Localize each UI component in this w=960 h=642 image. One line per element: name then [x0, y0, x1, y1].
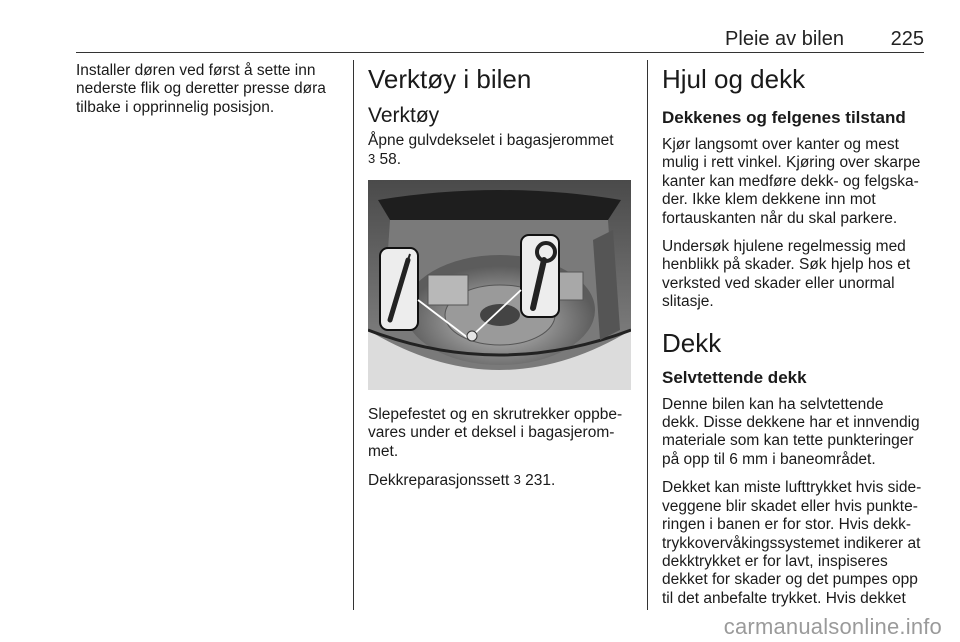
column-3: [662, 62, 924, 618]
section-heading-tools: Verktøy i bilen: [368, 64, 532, 94]
page-number: 225: [890, 28, 924, 50]
paragraph-pressure-loss: Dekket kan miste lufttrykket hvis sideveggene blir skadet eller hvis punkteringen i banen er for stor. Hvis dekktrykkovervåkingssystemet indikerer at dekktrykket er for lavt, inspiseres dekket for skader og det pumpes opp til det anbefalte trykket. Hvis dekket: [662, 479, 922, 607]
subheading-self-sealing: Selvtettende dekk: [662, 367, 807, 387]
section-heading-wheels: Hjul og dekk: [662, 64, 806, 94]
watermark: carmanualsonline.info: [723, 614, 942, 639]
page-ref-link[interactable]: 58.: [379, 151, 402, 169]
repair-kit-label: Dekkreparasjonssett: [368, 472, 510, 490]
subheading-condition: Dekkenes og felgenes tilstand: [662, 108, 906, 127]
section-heading-tyres: Dekk: [662, 327, 722, 358]
ref-arrow-icon: 3: [513, 472, 521, 488]
paragraph-self-sealing: Denne bilen kan ha selvtettende dekk. Disse dekkene har et innvendig materiale som kan tette punkteringer på opp til 6 mm i baneområdet.: [662, 395, 920, 468]
column-divider-1: [353, 60, 354, 610]
subheading-tools: Verktøy: [368, 104, 440, 127]
caption-paragraph: Slepefestet og en skrutrekker oppbevares under et deksel i bagasjerommet.: [368, 405, 623, 460]
paragraph-inspect: Undersøk hjulene regelmessig med henblikk på skader. Søk hjelp hos et verksted ved skader eller unormal slitasje.: [662, 238, 911, 311]
column-1: [76, 62, 338, 127]
door-install-paragraph: Installer døren ved først å sette inn nederste flik og deretter presse døra tilbake i opprinnelig posisjon.: [76, 62, 326, 116]
trunk-tools-photo: [368, 180, 631, 390]
header-rule: [76, 52, 924, 53]
column-2: [368, 62, 632, 500]
page-ref-link[interactable]: 231.: [525, 472, 556, 490]
header-title: Pleie av bilen: [725, 28, 844, 50]
ref-arrow-icon: 3: [368, 151, 376, 167]
paragraph-curbs: Kjør langsomt over kanter og mest mulig i rett vinkel. Kjøring over skarpe kanter kan medføre dekk- og felgskader. Ikke klem dekkene inn mot fortauskanten når du skal parkere.: [662, 136, 921, 227]
intro-paragraph: [368, 132, 632, 170]
intro-text: Åpne gulvdekselet i bagasjerommet: [368, 132, 614, 149]
page-header: [76, 22, 924, 50]
column-divider-2: [647, 60, 648, 610]
repair-kit-ref: [368, 471, 632, 490]
